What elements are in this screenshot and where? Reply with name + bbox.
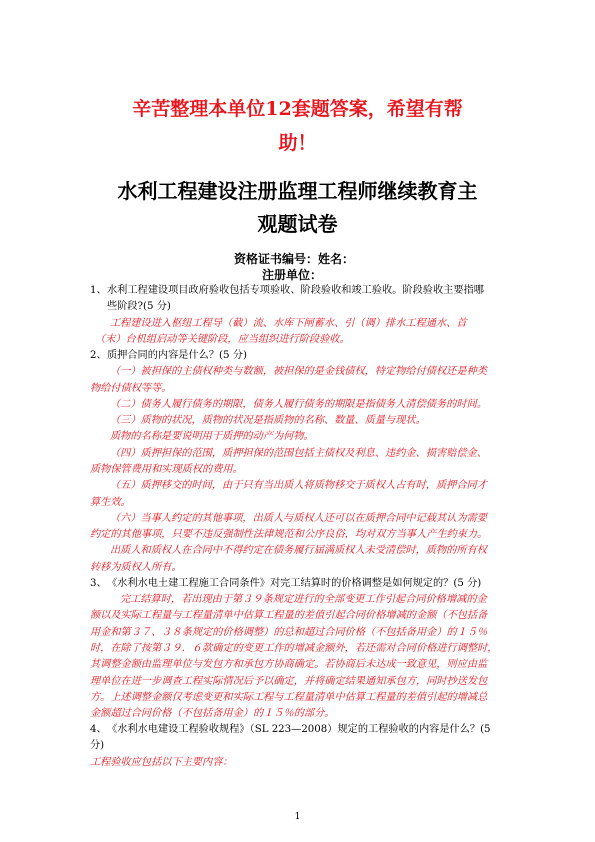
question-text-cont: 分) xyxy=(90,740,105,751)
question-4 xyxy=(90,722,510,738)
question-number: 4、 xyxy=(90,724,107,735)
answer-2-line-2: 物给付债权等等。 xyxy=(90,383,172,394)
answer-3-line-5: 其调整金额由监理单位与发包方和承包方协商确定。若协商后未达成一致意见，则应由监 xyxy=(90,659,488,670)
banner-line-1: 辛苦整理本单位12套题答案，希望有帮 xyxy=(132,98,463,120)
question-1 xyxy=(90,283,510,315)
question-text: 《水利水电建设工程验收规程》（SL 223—2008）规定的工程验收的内容是什么？(5 xyxy=(107,724,491,735)
page-number: 1 xyxy=(294,812,301,822)
question-4-cont xyxy=(90,738,510,754)
question-number: 1、 xyxy=(90,285,107,296)
cert-number-label: 资格证书编号：姓名： xyxy=(234,252,355,266)
answer-2-line-3: （二）债务人履行债务的期限，债务人履行债务的期限是指债务人清偿债务的时间。 xyxy=(110,399,487,410)
answer-2-line-13: 转移为质权人所有。 xyxy=(90,562,182,573)
answer-3-line-7: 方。上述调整金额仅考虑变更和实际工程与工程量清单中估算工程量的差值引起的增减总 xyxy=(90,692,488,703)
answer-1-line-1: 工程建设进入枢纽工程导（截）流、水库下闸蓄水、引（调）排水工程通水、首 xyxy=(110,318,467,329)
question-text: 水利工程建设项目政府验收包括专项验收、阶段验收和竣工验收。阶段验收主要指哪 xyxy=(107,285,484,296)
title-line-2: 观题试卷 xyxy=(257,212,338,236)
banner-line-2: 助！ xyxy=(278,132,317,154)
answer-1-line-2: （末）台机组启动等关键阶段，应当组织进行阶段验收。 xyxy=(95,334,350,345)
answer-2-line-10: （六）当事人约定的其他事项，出质人与质权人还可以在质押合同中记载其认为需要 xyxy=(110,513,487,524)
answer-4-line-1: 工程验收应包括以下主要内容： xyxy=(90,757,233,768)
answer-3-line-4: 时，在除了按第３９．６款确定的变更工作的增减金额外，若还需对合同价格进行调整时， xyxy=(90,643,498,654)
answer-2-line-5: 质物的名称是要说明用于质押的动产为何物。 xyxy=(110,431,314,442)
answer-2-line-6: （四）质押担保的范围，质押担保的范围包括主债权及利息、违约金、损害赔偿金、 xyxy=(110,448,487,459)
answer-3-line-8: 金额超过合同价格（不包括备用金）的１５％的部分。 xyxy=(90,708,335,719)
question-text-cont: 些阶段?(5 分) xyxy=(107,301,171,312)
answer-2-line-4: （三）质物的状况，质物的状况是指质物的名称、数量、质量与现状。 xyxy=(110,415,426,426)
answer-3-line-1: 完工结算时，若出现由于第３９条规定进行的全部变更工作引起合同价格增减的金 xyxy=(120,594,487,605)
answer-2-line-12: 出质人和质权人在合同中不得约定在债务履行届满质权人未受清偿时，质物的所有权 xyxy=(110,545,487,556)
answer-3-line-3: 用金和第３７、３８条规定的价格调整）的总和超过合同价格（不包括备用金）的１５％ xyxy=(90,627,488,638)
question-2 xyxy=(90,348,510,364)
question-text: 《水利水电土建工程施工合同条件》对完工结算时的价格调整是如何规定的？(5 分) xyxy=(107,578,482,589)
answer-3-line-2: 额以及实际工程量与工程量清单中估算工程量的差值引起合同价格增减的金额（不包括备 xyxy=(90,610,488,621)
question-number: 3、 xyxy=(90,578,107,589)
answer-2-line-8: （五）质押移交的时间，由于只有当出质人将质物移交于质权人占有时，质押合同才 xyxy=(110,480,487,491)
question-3 xyxy=(90,576,510,592)
answer-2-line-11: 约定的其他事项，只要不违反强制性法律规范和公序良俗，均对双方当事人产生约束力。 xyxy=(90,529,488,540)
answer-2-line-9: 算生效。 xyxy=(90,497,131,508)
answer-2-line-7: 质物保管费用和实现质权的费用。 xyxy=(90,464,243,475)
answer-2-line-1: （一）被担保的主债权种类与数额，被担保的是金钱债权，特定物给付债权还是种类 xyxy=(110,366,487,377)
question-number: 2、 xyxy=(90,350,107,361)
question-text: 质押合同的内容是什么？(5 分) xyxy=(107,350,247,361)
title-line-1: 水利工程建设注册监理工程师继续教育主 xyxy=(117,179,478,203)
answer-3-line-6: 理单位在进一步调查工程实际情况后予以确定，并将确定结果通知承包方，同时抄送发包 xyxy=(90,676,488,687)
registered-unit-label: 注册单位： xyxy=(262,268,323,282)
